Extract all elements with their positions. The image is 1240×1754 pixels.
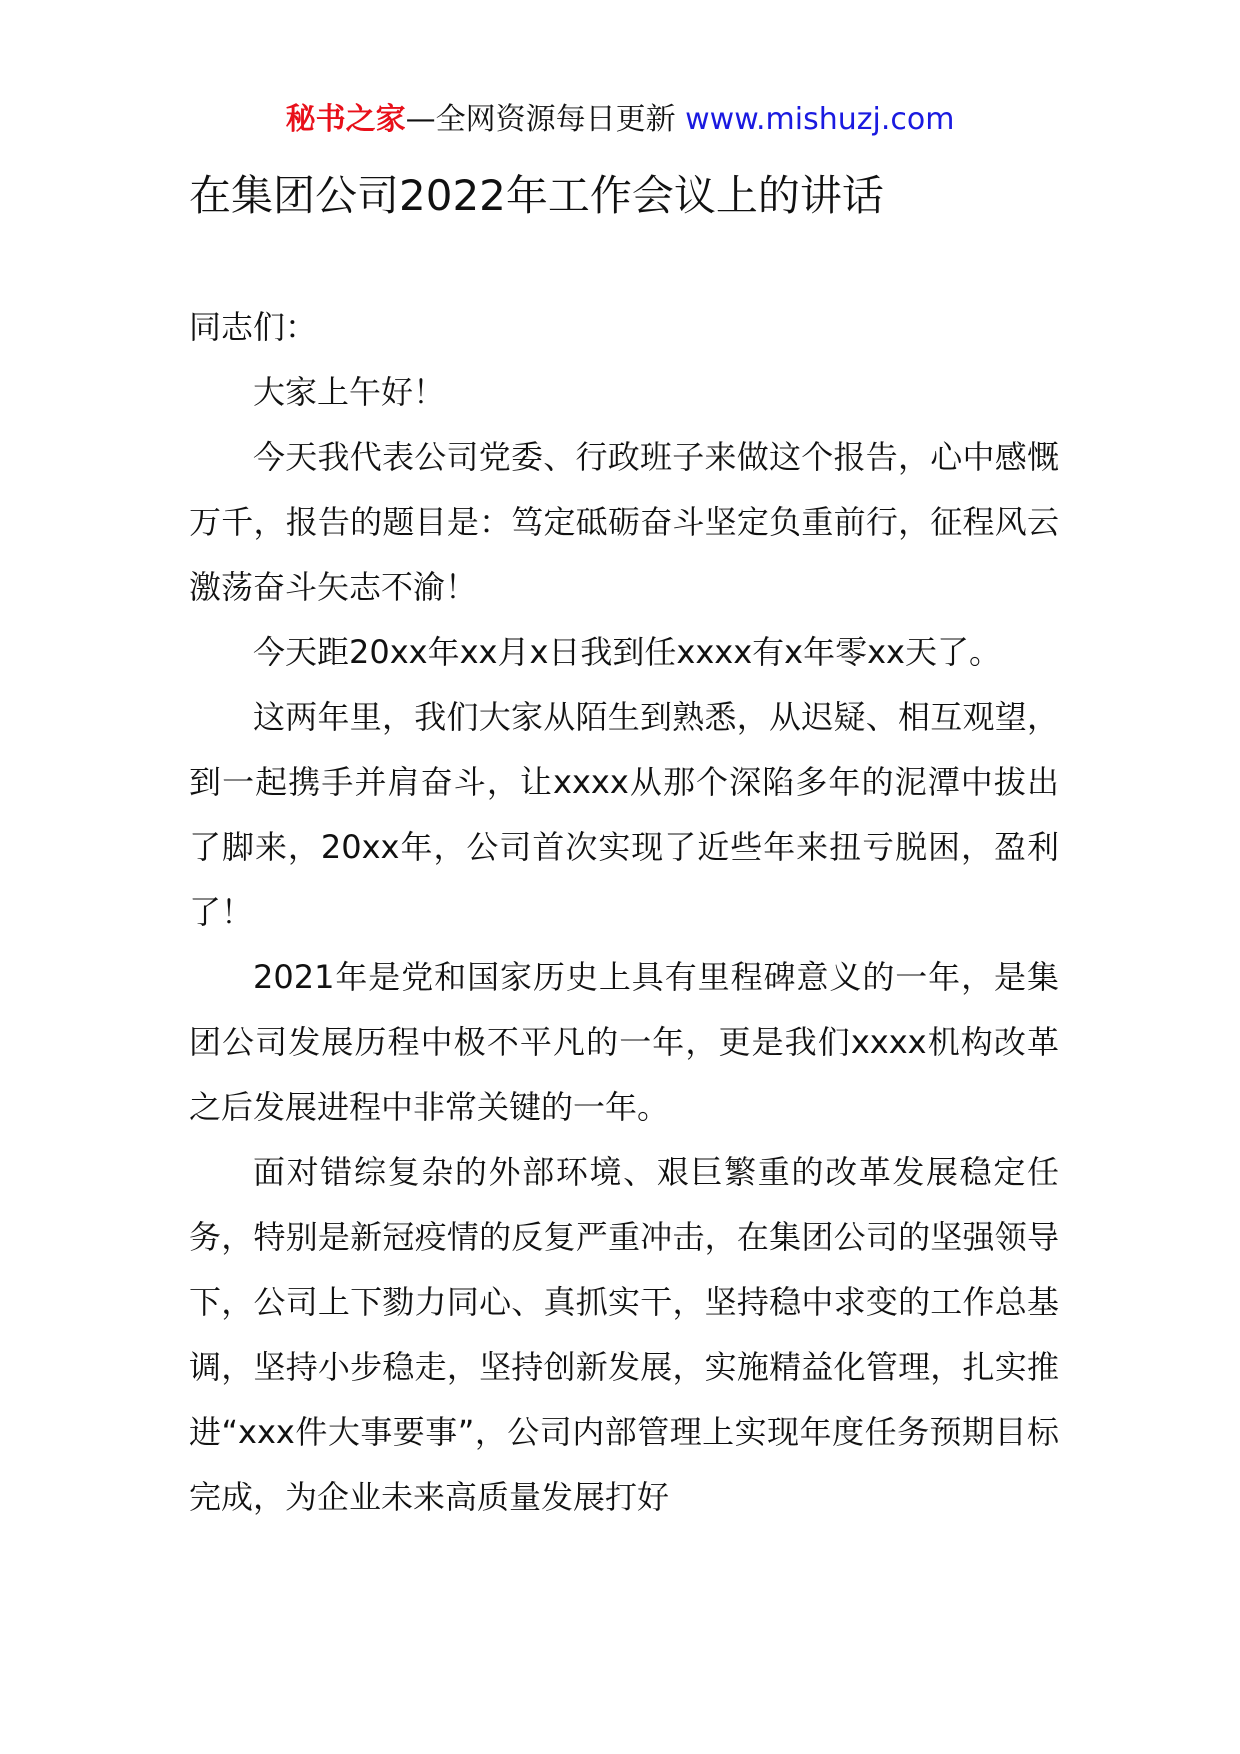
paragraph: 2021年是党和国家历史上具有里程碑意义的一年，是集团公司发展历程中极不平凡的一年，更是我们xxxx机构改革之后发展进程中非常关键的一年。 bbox=[189, 958, 1059, 1126]
paragraph: 面对错综复杂的外部环境、艰巨繁重的改革发展稳定任务，特别是新冠疫情的反复严重冲击，在集团公司的坚强领导下，公司上下勠力同心、真抓实干，坚持稳中求变的工作总基调，坚持小步稳走，坚持创新发展，实施精益化管理，扎实推进“xxx件大事要事”，公司内部管理上实现年度任务预期目标完成，为企业未来高质量发展打好 bbox=[189, 1153, 1059, 1516]
paragraph: 今天我代表公司党委、行政班子来做这个报告，心中感慨万千，报告的题目是：笃定砥砺奋斗坚定负重前行，征程风云激荡奋斗矢志不渝！ bbox=[189, 438, 1059, 606]
paragraph: 大家上午好！ bbox=[253, 373, 446, 411]
site-header bbox=[0, 100, 1240, 140]
document-title: 在集团公司2022年工作会议上的讲话 bbox=[189, 171, 884, 220]
site-url-link[interactable]: www.mishuzj.com bbox=[685, 102, 955, 137]
paragraph: 这两年里，我们大家从陌生到熟悉，从迟疑、相互观望，到一起携手并肩奋斗，让xxxx从那个深陷多年的泥潭中拔出了脚来，20xx年，公司首次实现了近些年来扭亏脱困，盈利了！ bbox=[189, 698, 1059, 931]
header-tagline: —全网资源每日更新 bbox=[405, 102, 676, 137]
document-body bbox=[189, 295, 1059, 1530]
brand-name: 秘书之家 bbox=[285, 102, 406, 137]
paragraph: 今天距20xx年xx月x日我到任xxxx有x年零xx天了。 bbox=[253, 633, 1001, 671]
salutation: 同志们： bbox=[189, 308, 318, 346]
